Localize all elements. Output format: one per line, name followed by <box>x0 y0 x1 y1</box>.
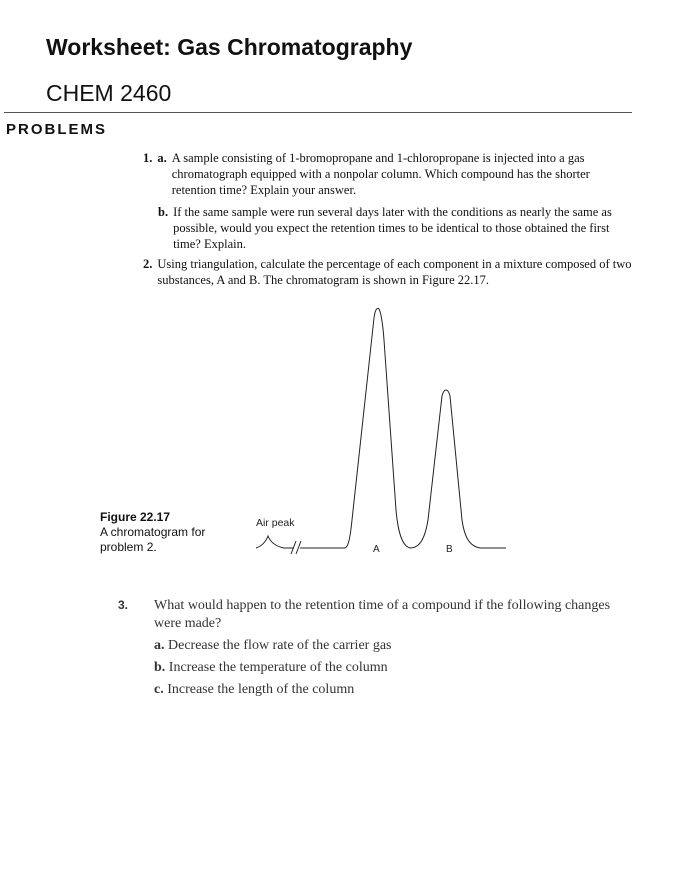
chromatogram-trace-main <box>300 308 506 548</box>
question-1b-label: b. <box>158 205 169 219</box>
question-3 <box>118 597 638 699</box>
figure-number: Figure 22.17 <box>100 510 171 524</box>
question-3a-text: Decrease the flow rate of the carrier gas <box>168 638 392 653</box>
course-code: CHEM 2460 <box>46 80 172 106</box>
question-3b-label: b. <box>154 660 166 675</box>
question-1a-text: A sample consisting of 1-bromopropane and 1-chloropropane is injected into a gas chromatograph equipped with a nonpolar column. Which compound has the shorter retention time? Explain your answer. <box>171 151 590 197</box>
worksheet-title: Worksheet: Gas Chromatography <box>46 34 413 60</box>
figure-caption-line-1: A chromatogram for <box>100 525 206 539</box>
question-2-number: 2. <box>143 257 153 271</box>
question-3-number: 3. <box>118 598 129 612</box>
chromatogram-trace <box>256 536 294 548</box>
question-2-text: Using triangulation, calculate the percentage of each component in a mixture composed of two substances, A and B. The chromatogram is shown in Figure 22.17. <box>157 257 632 287</box>
figure-caption-line-2: problem 2. <box>100 540 157 554</box>
question-3c-label: c. <box>154 682 164 697</box>
question-3-item <box>154 681 638 699</box>
question-3a-label: a. <box>154 638 165 653</box>
question-3c-text: Increase the length of the column <box>167 682 355 697</box>
question-3-item <box>154 659 638 677</box>
question-1b-text: If the same sample were run several days later with the conditions as nearly the same as possible, would you expect the retention times to be identical to those obtained the first time? Explain. <box>173 205 612 251</box>
question-3-item <box>154 637 638 655</box>
question-1a-label: a. <box>157 151 167 165</box>
air-peak-label: Air peak <box>256 517 295 529</box>
question-1-number: 1. <box>143 151 153 165</box>
peak-b-label: B <box>446 544 453 555</box>
section-heading: PROBLEMS <box>6 121 108 138</box>
question-3-text: What would happen to the retention time of a compound if the following changes were made? <box>154 598 611 631</box>
peak-a-label: A <box>373 544 380 555</box>
question-3b-text: Increase the temperature of the column <box>168 660 388 675</box>
